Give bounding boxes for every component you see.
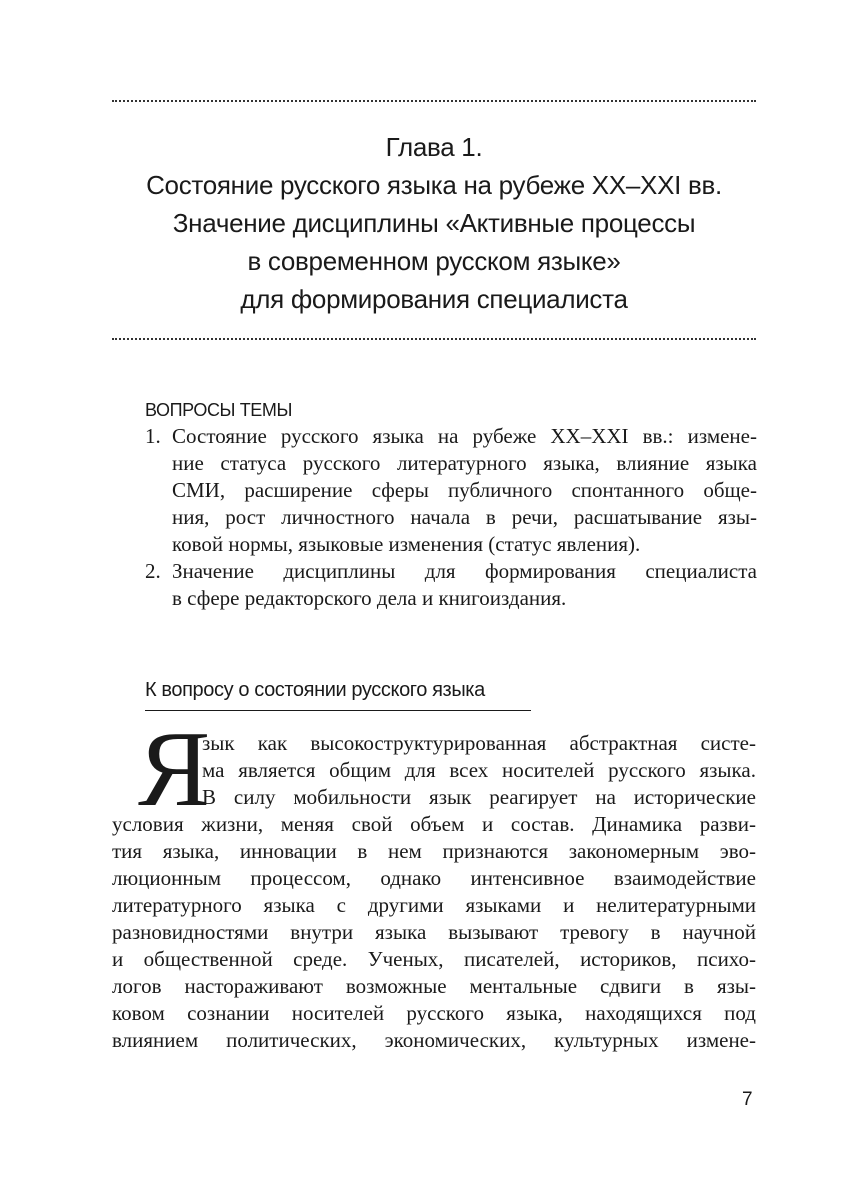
paragraph-line: В силу мобильности язык реагирует на исторические	[202, 785, 756, 809]
question-line: ковой нормы, языковые изменения (статус явления).	[172, 532, 641, 556]
question-line: ния, рост личностного начала в речи, расшатывание язы-	[172, 505, 757, 529]
questions-list	[145, 423, 757, 612]
chapter-title-line: для формирования специалиста	[240, 284, 628, 314]
drop-cap: Я	[138, 710, 211, 829]
question-line: в сфере редакторского дела и книгоиздания.	[172, 586, 567, 610]
chapter-title-line: в современном русском языке»	[247, 246, 621, 276]
bottom-dotted-rule	[112, 338, 756, 340]
question-text	[172, 423, 757, 558]
paragraph-line: влиянием политических, экономических, культурных измене-	[112, 1028, 756, 1052]
paragraph-line: тия языка, инновации в нем признаются закономерным эво-	[112, 839, 756, 863]
chapter-title-line: Состояние русского языка на рубеже XX–XXI вв.	[146, 170, 722, 200]
paragraph-line: логов настораживают возможные ментальные сдвиги в язы-	[112, 974, 756, 998]
question-number: 2.	[145, 559, 161, 583]
chapter-heading	[112, 128, 756, 318]
question-item	[145, 423, 757, 558]
paragraph-line: ковом сознании носителей русского языка, находящихся под	[112, 1001, 756, 1025]
question-line: ние статуса русского литературного языка, влияние языка	[172, 451, 757, 475]
paragraph-line: ма является общим для всех носителей русского языка.	[202, 758, 756, 782]
questions-label: ВОПРОСЫ ТЕМЫ	[145, 400, 293, 420]
paragraph-line: литературного языка с другими языками и нелитературными	[112, 893, 756, 917]
chapter-title-line: Значение дисциплины «Активные процессы	[172, 208, 696, 238]
paragraph-line: и общественной среде. Ученых, писателей, историков, психо-	[112, 947, 756, 971]
paragraph-line: зык как высокоструктурированная абстрактная систе-	[202, 731, 756, 755]
question-line: Состояние русского языка на рубеже XX–XXI вв.: измене-	[172, 424, 757, 448]
question-line: СМИ, расширение сферы публичного спонтанного обще-	[172, 478, 757, 502]
question-number: 1.	[145, 424, 161, 448]
paragraph-line: люционным процессом, однако интенсивное взаимодействие	[112, 866, 756, 890]
top-dotted-rule	[112, 100, 756, 102]
question-line: Значение дисциплины для формирования специалиста	[172, 559, 757, 583]
paragraph-line: разновидностями внутри языка вызывают тревогу в научной	[112, 920, 756, 944]
page-number: 7	[742, 1089, 753, 1110]
question-item	[145, 558, 757, 612]
section-heading: К вопросу о состоянии русского языка	[145, 676, 531, 711]
paragraph-line: условия жизни, меняя свой объем и состав. Динамика разви-	[112, 812, 756, 836]
question-text	[172, 558, 757, 612]
chapter-number: Глава 1.	[385, 132, 483, 162]
